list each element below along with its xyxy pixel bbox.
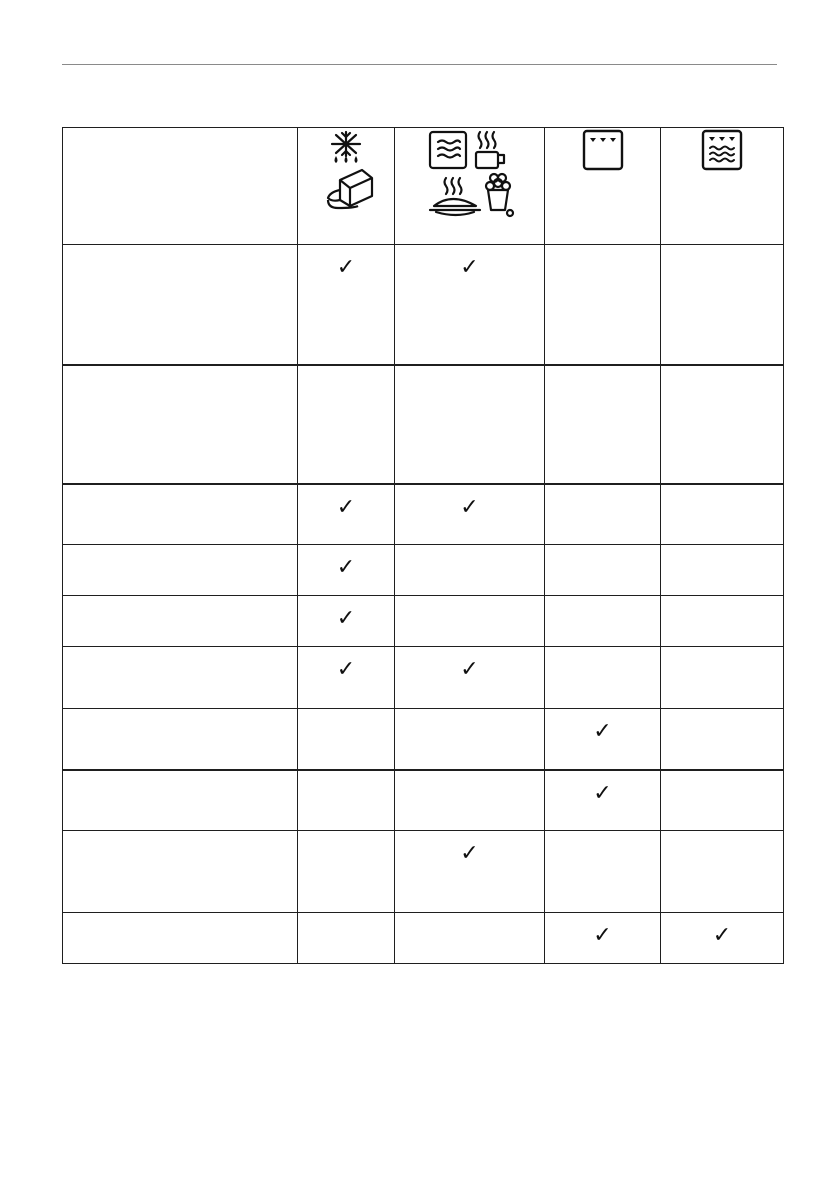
microwave-reheat-icon bbox=[395, 128, 544, 223]
check-cell bbox=[661, 770, 784, 831]
check-cell bbox=[661, 245, 784, 365]
row-label bbox=[63, 647, 298, 709]
check-cell bbox=[545, 545, 661, 596]
checkmark-icon: ✓ bbox=[460, 494, 479, 520]
row-label bbox=[63, 245, 298, 365]
check-cell bbox=[298, 484, 395, 545]
checkmark-icon: ✓ bbox=[336, 606, 356, 631]
check-cell bbox=[395, 647, 545, 709]
checkmark-icon: ✓ bbox=[460, 255, 479, 280]
table-row bbox=[63, 596, 784, 647]
check-cell bbox=[545, 245, 661, 365]
check-cell bbox=[545, 770, 661, 831]
check-cell bbox=[545, 647, 661, 709]
check-cell bbox=[395, 245, 545, 365]
table-row bbox=[63, 647, 784, 709]
checkmark-icon: ✓ bbox=[593, 780, 612, 806]
check-cell bbox=[395, 596, 545, 647]
check-cell bbox=[545, 596, 661, 647]
checkmark-icon: ✓ bbox=[336, 255, 356, 280]
row-label bbox=[63, 709, 298, 770]
check-cell bbox=[298, 545, 395, 596]
check-cell bbox=[298, 365, 395, 484]
check-cell bbox=[661, 913, 784, 964]
function-compatibility-table bbox=[62, 127, 784, 964]
check-cell bbox=[661, 596, 784, 647]
row-label bbox=[63, 913, 298, 964]
row-label bbox=[63, 545, 298, 596]
header-reheat-cell bbox=[395, 128, 545, 245]
table-row bbox=[63, 484, 784, 545]
check-cell bbox=[545, 831, 661, 913]
checkmark-icon: ✓ bbox=[460, 841, 479, 866]
checkmark-icon: ✓ bbox=[336, 494, 356, 520]
table-row bbox=[63, 709, 784, 770]
table-row bbox=[63, 245, 784, 365]
check-cell bbox=[661, 484, 784, 545]
checkmark-icon: ✓ bbox=[712, 923, 732, 948]
check-cell bbox=[395, 484, 545, 545]
checkmark-icon: ✓ bbox=[460, 657, 479, 682]
check-cell bbox=[545, 365, 661, 484]
table-header-row bbox=[63, 128, 784, 245]
table-row bbox=[63, 545, 784, 596]
row-label bbox=[63, 770, 298, 831]
check-cell bbox=[298, 770, 395, 831]
row-label bbox=[63, 484, 298, 545]
header-label-cell bbox=[63, 128, 298, 245]
check-cell bbox=[395, 709, 545, 770]
header-defrost-cell bbox=[298, 128, 395, 245]
checkmark-icon: ✓ bbox=[593, 719, 612, 744]
header-combi-cell bbox=[661, 128, 784, 245]
check-cell bbox=[298, 245, 395, 365]
table-row bbox=[63, 913, 784, 964]
checkmark-icon: ✓ bbox=[593, 923, 612, 948]
page-header-rule bbox=[62, 64, 777, 65]
header-top-heat-cell bbox=[545, 128, 661, 245]
row-label bbox=[63, 596, 298, 647]
check-cell bbox=[545, 709, 661, 770]
oven-top-heat-icon bbox=[545, 128, 660, 172]
check-cell bbox=[298, 709, 395, 770]
row-label bbox=[63, 365, 298, 484]
check-cell bbox=[298, 913, 395, 964]
check-cell bbox=[661, 647, 784, 709]
check-cell bbox=[395, 545, 545, 596]
defrost-icon bbox=[298, 128, 394, 218]
oven-combi-icon bbox=[661, 128, 783, 172]
check-cell bbox=[395, 831, 545, 913]
checkmark-icon: ✓ bbox=[336, 657, 356, 682]
checkmark-icon: ✓ bbox=[336, 555, 356, 580]
check-cell bbox=[545, 484, 661, 545]
check-cell bbox=[298, 596, 395, 647]
check-cell bbox=[298, 831, 395, 913]
table-body bbox=[63, 245, 784, 964]
check-cell bbox=[661, 831, 784, 913]
check-cell bbox=[545, 913, 661, 964]
check-cell bbox=[395, 770, 545, 831]
check-cell bbox=[298, 647, 395, 709]
table-row bbox=[63, 831, 784, 913]
check-cell bbox=[395, 365, 545, 484]
row-label bbox=[63, 831, 298, 913]
check-cell bbox=[395, 913, 545, 964]
table-row bbox=[63, 365, 784, 484]
check-cell bbox=[661, 365, 784, 484]
check-cell bbox=[661, 709, 784, 770]
check-cell bbox=[661, 545, 784, 596]
table-row bbox=[63, 770, 784, 831]
